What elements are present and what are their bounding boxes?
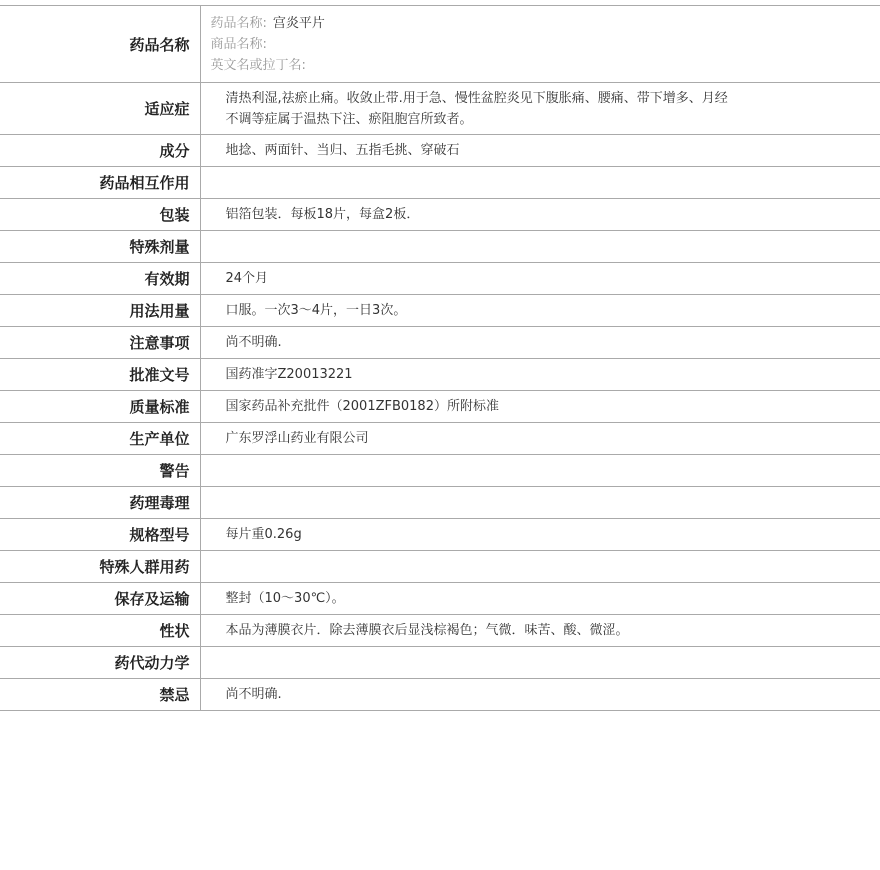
row-interactions [0, 167, 880, 199]
row-label-special-dosage: 特殊剂量 [0, 231, 200, 263]
row-label-warning: 警告 [0, 455, 200, 487]
row-label-drug-name: 药品名称 [0, 6, 200, 83]
row-contraindications [0, 679, 880, 711]
row-label-manufacturer: 生产单位 [0, 423, 200, 455]
row-label-quality-standard: 质量标准 [0, 391, 200, 423]
row-packaging [0, 199, 880, 231]
generic-name-label: 药品名称: [210, 15, 267, 31]
row-ingredients [0, 135, 880, 167]
drug-info-sheet [0, 5, 880, 711]
row-value-pharmacokinetics [200, 647, 880, 679]
row-value-indication [200, 83, 880, 135]
row-label-usage: 用法用量 [0, 295, 200, 327]
row-value-approval-number: 国药准字Z20013221 [225, 367, 353, 382]
trade-name-line [211, 34, 880, 55]
row-label-pharmacokinetics: 药代动力学 [0, 647, 200, 679]
row-label-specification: 规格型号 [0, 519, 200, 551]
row-precautions [0, 327, 880, 359]
row-special-population [0, 551, 880, 583]
latin-name-line [211, 55, 880, 76]
row-label-ingredients: 成分 [0, 135, 200, 167]
row-label-shelf-life: 有效期 [0, 263, 200, 295]
generic-name-line [211, 13, 880, 34]
trade-name-label: 商品名称: [210, 36, 267, 52]
row-label-contraindications: 禁忌 [0, 679, 200, 711]
row-approval-number [0, 359, 880, 391]
row-value-quality-standard: 国家药品补充批件（2001ZFB0182）所附标准 [225, 399, 499, 414]
row-drug-name [0, 6, 880, 83]
row-toxicology [0, 487, 880, 519]
row-value-manufacturer: 广东罗浮山药业有限公司 [225, 431, 369, 446]
row-label-precautions: 注意事项 [0, 327, 200, 359]
row-label-storage: 保存及运输 [0, 583, 200, 615]
row-value-special-dosage [200, 231, 880, 263]
row-label-indication: 适应症 [0, 83, 200, 135]
row-shelf-life [0, 263, 880, 295]
row-value-special-population [200, 551, 880, 583]
row-indication [0, 83, 880, 135]
row-properties [0, 615, 880, 647]
row-storage [0, 583, 880, 615]
row-value-packaging: 铝箔包装．每板18片，每盒2板． [225, 207, 420, 222]
row-pharmacokinetics [0, 647, 880, 679]
indication-line-2: 不调等症属于温热下注、瘀阻胞宫所致者。 [225, 111, 473, 127]
drug-info-table [0, 5, 880, 711]
row-label-packaging: 包装 [0, 199, 200, 231]
row-value-properties: 本品为薄膜衣片．除去薄膜衣后显浅棕褐色；气微．味苦、酸、微涩。 [225, 623, 629, 638]
row-special-dosage [0, 231, 880, 263]
row-value-interactions [200, 167, 880, 199]
indication-line-1: 清热利湿,祛瘀止痛。收敛止带.用于急、慢性盆腔炎见下腹胀痛、腰痛、带下增多、月经 [225, 90, 728, 106]
row-value-ingredients: 地捻、两面针、当归、五指毛挑、穿破石 [225, 143, 460, 158]
row-manufacturer [0, 423, 880, 455]
drug-name-cell [200, 6, 880, 83]
row-value-warning [200, 455, 880, 487]
row-value-usage: 口服。一次3～4片，一日3次。 [225, 303, 407, 318]
row-label-interactions: 药品相互作用 [0, 167, 200, 199]
row-label-special-population: 特殊人群用药 [0, 551, 200, 583]
row-quality-standard [0, 391, 880, 423]
row-usage [0, 295, 880, 327]
latin-name-label: 英文名或拉丁名: [210, 57, 306, 73]
row-value-contraindications: 尚不明确. [225, 687, 282, 702]
row-warning [0, 455, 880, 487]
row-label-approval-number: 批准文号 [0, 359, 200, 391]
row-value-storage: 整封（10～30℃）。 [225, 591, 345, 606]
row-label-properties: 性状 [0, 615, 200, 647]
generic-name-value: 宫炎平片 [272, 15, 325, 31]
row-specification [0, 519, 880, 551]
row-value-toxicology [200, 487, 880, 519]
row-value-specification: 每片重0.26g [225, 527, 302, 542]
row-label-toxicology: 药理毒理 [0, 487, 200, 519]
row-value-shelf-life: 24个月 [225, 271, 269, 286]
row-value-precautions: 尚不明确. [225, 335, 282, 350]
